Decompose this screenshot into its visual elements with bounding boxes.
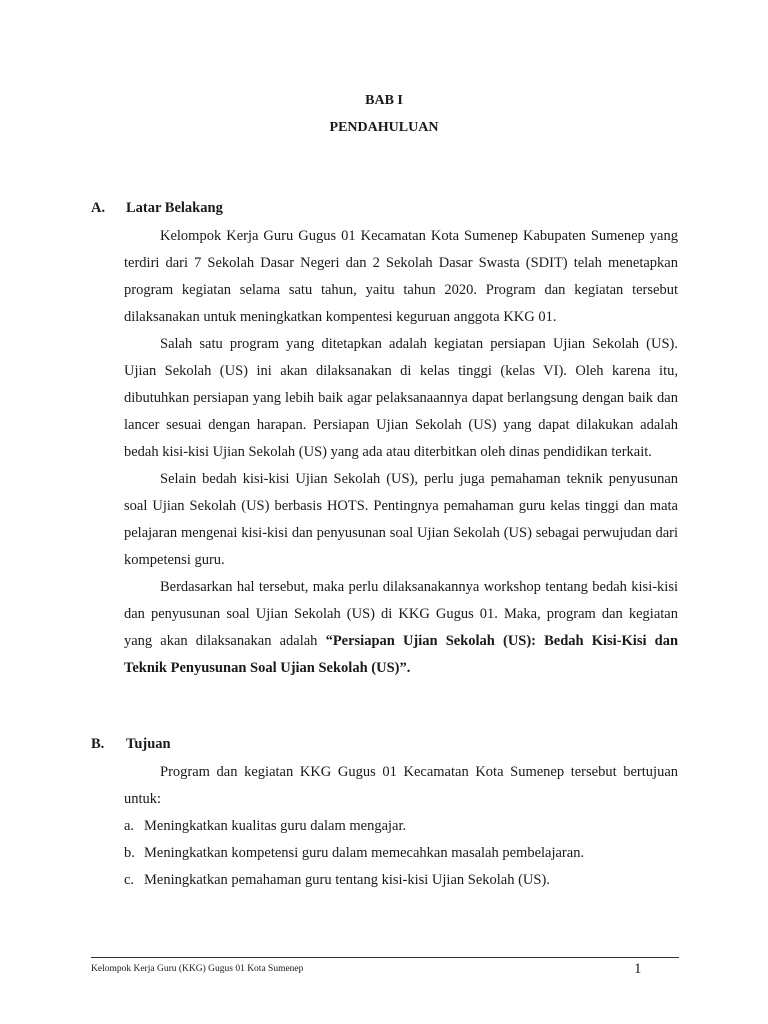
page-number: 1 [634,961,642,977]
paragraph-a4-lead: Berdasarkan hal tersebut, maka perlu dilaksanakannya workshop tentang bedah kisi-kisi dan penyusunan soal Ujian Sekolah (US) di KKG Gugus 01. Maka, program dan kegiatan yang akan dilaksanakan adalah [124,579,678,649]
footer-divider [91,957,679,958]
list-text: Meningkatkan kompetensi guru dalam memecahkan masalah pembelajaran. [144,845,585,861]
paragraph-a4 [124,574,678,682]
section-a-body [124,223,678,682]
list-marker: b. [124,845,135,861]
section-a-title: Latar Belakang [126,200,223,216]
section-b-number: B. [91,736,105,752]
section-a-number: A. [91,200,106,216]
objectives-list [124,813,678,894]
section-b-title: Tujuan [126,736,171,752]
paragraph-a2: Salah satu program yang ditetapkan adalah kegiatan persiapan Ujian Sekolah (US). Ujian Sekolah (US) ini akan dilaksanakan di kelas tinggi (kelas VI). Oleh karena itu, dibutuhkan persiapan yang lebih baik agar pelaksanaannya dapat berlangsung dengan baik dan lancer sesuai dengan harapan. Persiapan Ujian Sekolah (US) yang dapat dilakukan adalah bedah kisi-kisi Ujian Sekolah (US) yang ada atau diterbitkan oleh dinas pendidikan terkait. [124,336,678,460]
list-marker: a. [124,818,135,834]
list-marker: c. [124,872,135,888]
list-text: Meningkatkan kualitas guru dalam mengajar. [144,818,407,834]
section-b-heading [91,736,171,753]
paragraph-a4-bold: “Persiapan Ujian Sekolah (US): Bedah Kisi-Kisi dan Teknik Penyusunan Soal Ujian Sekolah (US)”. [124,633,679,676]
list-item [124,840,678,867]
section-a-heading [91,200,223,217]
chapter-number: BAB I [365,93,403,108]
list-item [124,813,678,840]
list-text: Meningkatkan pemahaman guru tentang kisi-kisi Ujian Sekolah (US). [144,872,550,888]
paragraph-a3: Selain bedah kisi-kisi Ujian Sekolah (US), perlu juga pemahaman teknik penyusunan soal Ujian Sekolah (US) berbasis HOTS. Pentingnya pemahaman guru kelas tinggi dan mata pelajaran mengenai kisi-kisi dan penyusunan soal Ujian Sekolah (US) sebagai perwujudan dari kompetensi guru. [124,471,678,568]
list-item [124,867,678,894]
section-b-body [124,759,678,813]
footer-text: Kelompok Kerja Guru (KKG) Gugus 01 Kota Sumenep [91,964,304,974]
paragraph-a1: Kelompok Kerja Guru Gugus 01 Kecamatan Kota Sumenep Kabupaten Sumenep yang terdiri dari 7 Sekolah Dasar Negeri dan 2 Sekolah Dasar Swasta (SDIT) telah menetapkan program kegiatan selama satu tahun, yaitu tahun 2020. Program dan kegiatan tersebut dilaksanakan untuk meningkatkan kompentesi keguruan anggota KKG 01. [124,228,678,325]
chapter-title: PENDAHULUAN [329,120,439,135]
paragraph-b1: Program dan kegiatan KKG Gugus 01 Kecamatan Kota Sumenep tersebut bertujuan untuk: [124,764,678,807]
